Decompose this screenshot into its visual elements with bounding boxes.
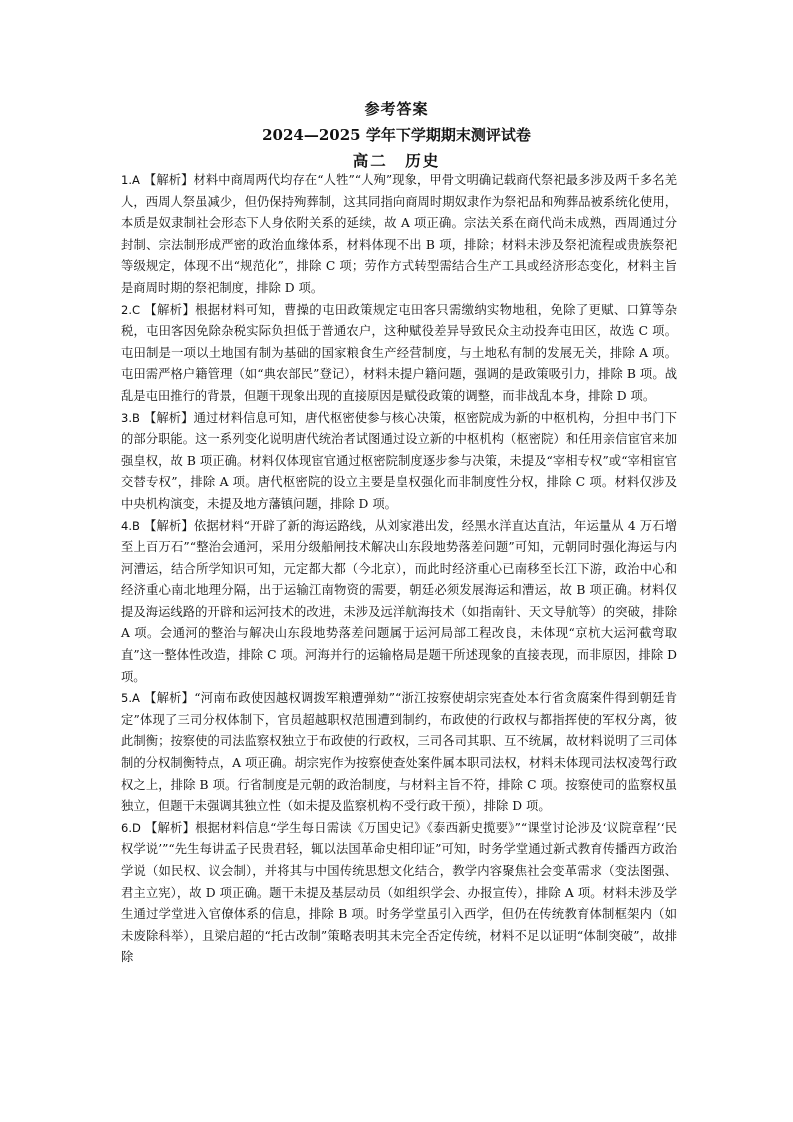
- question-answer-1: [121, 170, 677, 300]
- question-explanation: 【解析】通过材料信息可知，唐代枢密使参与核心决策，枢密院成为新的中枢机构，分担中书门下的部分职能。这一系列变化说明唐代统治者试图通过设立新的中枢机构（枢密院）和任用亲信宦官来加强皇权，故 B 项正确。材料仅体现宦官通过枢密院制度逐步参与决策，未提及“宰相专权”或“宰相宦官交替专权”，排除 A 项。唐代枢密院的设立主要是皇权强化而非制度性分权，排除 C 项。材料仅涉及中央机构演变，未提及地方藩镇问题，排除 D 项。: [121, 410, 677, 511]
- question-explanation: 【解析】材料中商周两代均存在“人牲”“人殉”现象，甲骨文明确记载商代祭祀最多涉及两千多名羌人，西周人祭虽减少，但仍保持殉葬制，这其同指向商周时期奴隶作为祭祀品和殉葬品被系统化使用，本质是奴隶制社会形态下人身依附关系的延续，故 A 项正确。宗法关系在商代尚未成熟，西周通过分封制、宗法制形成严密的政治血缘体系，材料体现不出 B 项，排除；材料未涉及祭祀流程或贵族祭祀等级规定，体现不出“规范化”，排除 C 项；劳作方式转型需结合生产工具或经济形态变化，材料主旨是商周时期的祭祀制度，排除 D 项。: [121, 173, 677, 295]
- question-number: 2.C: [121, 302, 141, 317]
- exam-title: 2024—2025 学年下学期期末测评试卷: [262, 126, 531, 144]
- question-number: 4.B: [121, 518, 140, 533]
- page-title: 参考答案: [364, 100, 429, 118]
- question-explanation: 【解析】根据材料信息“学生每日需读《万国史记》《泰西新史揽要》”“课堂讨论涉及‘议院章程’‘民权学说’”“先生每讲孟子民贵君轻，辄以法国革命史相印证”可知，时务学堂通过新式教育传播西方政治学说（如民权、议会制），并将其与中国传统思想文化结合，教学内容聚焦社会变革需求（变法图强、君主立宪），故 D 项正确。题干未提及基层动员（如组织学会、办报宣传），排除 A 项。材料未涉及学生通过学堂进入官僚体系的信息，排除 B 项。时务学堂虽引入西学，但仍在传统教育体制框架内（如未废除科举），且梁启超的“托古改制”策略表明其未完全否定传统，材料不足以证明“体制突破”，故排除: [121, 820, 677, 965]
- answer-list: [121, 170, 677, 969]
- question-number: 3.B: [121, 410, 140, 425]
- question-answer-5: [121, 688, 677, 818]
- question-answer-3: [121, 408, 677, 516]
- question-explanation: 【解析】依据材料“开辟了新的海运路线，从刘家港出发，经黑水洋直达直沽，年运量从 4 万石增至上百万石”“整治会通河，采用分级船闸技术解决山东段地势落差问题”可知，元朝同时强化海运与内河漕运，结合所学知识可知，元定都大都（今北京），而此时经济重心已南移至长江下游，政治中心和经济重心南北地理分隔，出于运输江南物资的需要，朝廷必须发展海运和漕运，故 B 项正确。材料仅提及海运线路的开辟和运河技术的改进，未涉及远洋航海技术（如指南针、天文导航等）的突破，排除 A 项。会通河的整治与解决山东段地势落差问题属于运河局部工程改良，未体现“京杭大运河截弯取直”这一整体性改造，排除 C 项。河海并行的运输格局是题干所述现象的直接表现，而非原因，排除 D 项。: [121, 518, 677, 684]
- question-answer-2: [121, 300, 677, 408]
- question-number: 6.D: [121, 820, 141, 835]
- question-explanation: 【解析】根据材料可知，曹操的屯田政策规定屯田客只需缴纳实物地租，免除了更赋、口算等杂税，屯田客因免除杂税实际负担低于普通农户，这种赋役差异导致民众主动投奔屯田区，故选 C 项。屯田制是一项以土地国有制为基础的国家粮食生产经营制度，与土地私有制的发展无关，排除 A 项。屯田需严格户籍管理（如“典农部民”登记），材料未提户籍问题，强调的是政策吸引力，排除 B 项。战乱是屯田推行的背景，但题干现象出现的直接原因是赋役政策的调整，而非战乱本身，排除 D 项。: [121, 302, 677, 403]
- question-explanation: 【解析】“河南布政使因越权调拨军粮遭弹劾”“浙江按察使胡宗宪查处本行省贪腐案件得到朝廷肯定”体现了三司分权体制下，官员超越职权范围遭到制约，布政使的行政权与都指挥使的军权分离，彼此制衡；按察使的司法监察权独立于布政使的行政权，三司各司其职、互不统属，故材料说明了三司体制的分权制衡特点，A 项正确。胡宗宪作为按察使查处案件属本职司法权，材料未体现司法权凌驾行政权之上，排除 B 项。行省制度是元朝的政治制度，与材料主旨不符，排除 C 项。按察使司的监察权虽独立，但题干未强调其独立性（如未提及监察机构不受行政干预），排除 D 项。: [121, 691, 677, 814]
- question-number: 1.A: [121, 173, 140, 187]
- question-number: 5.A: [121, 691, 140, 706]
- subject-title: 高二 历史: [352, 151, 441, 170]
- header: [0, 96, 793, 174]
- question-answer-4: [121, 516, 677, 689]
- question-answer-6: [121, 818, 677, 969]
